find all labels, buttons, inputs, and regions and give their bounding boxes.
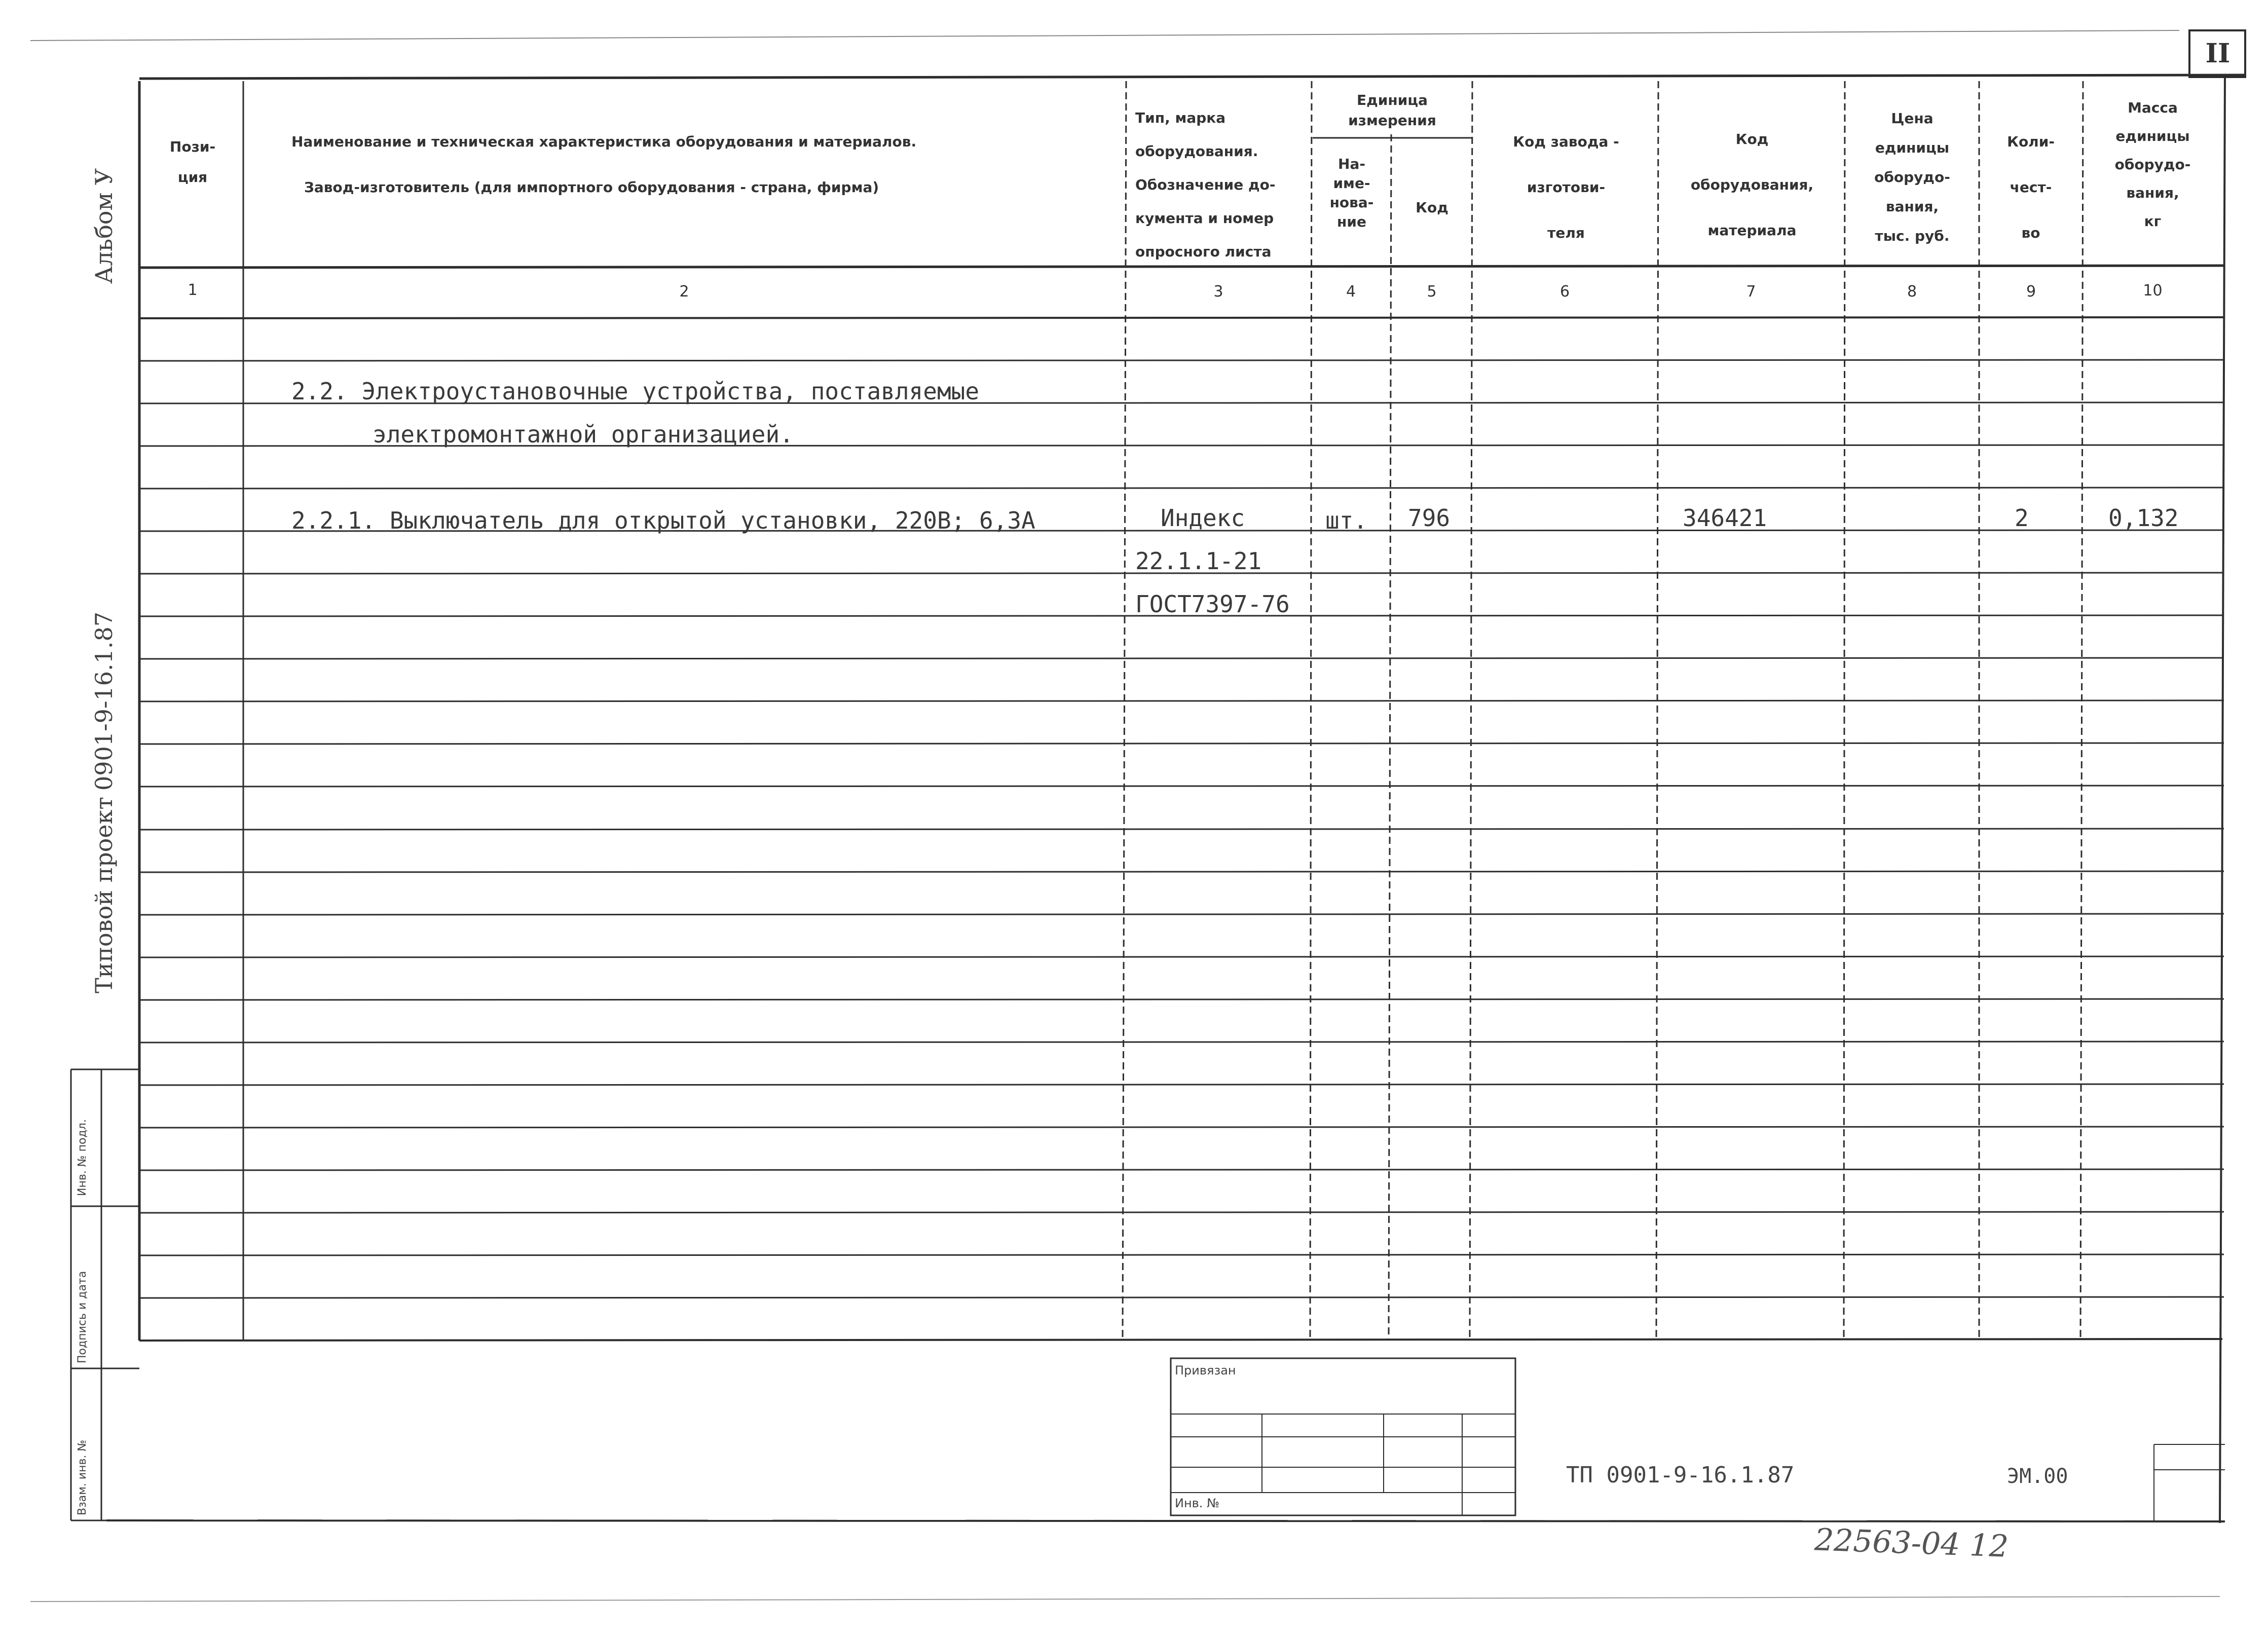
header-mass: Масса единицы оборудо- вания, кг	[2114, 99, 2191, 230]
item-quantity: 2	[2015, 504, 2029, 532]
table-row-line	[139, 658, 2224, 659]
table-row-line	[139, 914, 2224, 915]
album-label: Альбом У	[90, 168, 118, 284]
project-code-vertical: 0901-9-16.1.87	[90, 612, 118, 791]
column-number: 6	[1559, 283, 1570, 301]
table-row-line	[139, 360, 2224, 361]
column-number: 10	[2143, 282, 2163, 300]
header-name: Наименование и техническая характеристика оборудования и материалов. Завод-изготовитель (для импортного оборудования - страна, фирма)	[291, 133, 917, 196]
table-row-line	[139, 1084, 2224, 1085]
project-label: Типовой проект	[90, 797, 118, 993]
table-row-line	[139, 700, 2224, 701]
item-equipment-code: 346421	[1683, 504, 1767, 532]
stamp-inv-orig: Инв. № подл.	[76, 1119, 89, 1196]
header-quantity: Коли- чест- во	[2007, 133, 2055, 241]
table-row-line	[139, 1169, 2224, 1170]
header-unit-name: На- име- нова- ние	[1329, 156, 1374, 230]
header-factory-code: Код завода - изготови- теля	[1513, 133, 1619, 241]
header-position: Пози- ция	[169, 138, 216, 185]
item-unit: шт.	[1325, 507, 1368, 534]
header-unit-code: Код	[1416, 199, 1448, 216]
table-row-line	[139, 1254, 2224, 1255]
stamp-sign-date: Подпись и дата	[76, 1271, 89, 1363]
handwritten-number: 22563-04 12	[1813, 1522, 2010, 1565]
column-number: 8	[1907, 283, 1917, 301]
item-unit-code: 796	[1408, 504, 1451, 532]
document-suffix: ЭМ.00	[2007, 1465, 2068, 1488]
stamp-inv-dup: Взам. инв. №	[76, 1439, 89, 1515]
table-row-line	[139, 1297, 2224, 1298]
column-number: 4	[1346, 283, 1356, 301]
inv-label: Инв. №	[1175, 1496, 1220, 1510]
column-number: 7	[1746, 283, 1756, 301]
header-price: Цена единицы оборудо- вания, тыс. руб.	[1874, 110, 1950, 244]
table-row-line	[139, 956, 2224, 957]
column-number: 2	[679, 283, 689, 301]
table-row-line	[139, 1042, 2224, 1043]
table-row-line	[139, 999, 2224, 1000]
item-mass: 0,132	[2108, 504, 2179, 532]
table-row-line	[139, 786, 2224, 787]
section-title-cont: электромонтажной организацией.	[373, 421, 794, 448]
document-code: ТП 0901-9-16.1.87	[1566, 1462, 1795, 1488]
table-row-line	[139, 488, 2224, 489]
table-row-line	[139, 743, 2224, 744]
table-row-line	[139, 1212, 2224, 1213]
item-type-line3: ГОСТ7397-76	[1135, 590, 1290, 618]
column-number: 1	[188, 281, 198, 299]
approval-label: Привязан	[1175, 1363, 1236, 1378]
sheet-number: II	[2205, 38, 2230, 69]
item-type-line2: 22.1.1-21	[1135, 547, 1262, 575]
table-row-line	[139, 829, 2224, 830]
column-number: 9	[2026, 283, 2036, 301]
column-number: 3	[1213, 283, 1223, 301]
item-name: 2.2.1. Выключатель для открытой установки, 220В; 6,3А	[291, 507, 1035, 534]
header-unit-group: Единица измерения	[1348, 92, 1436, 129]
item-type: Индекс	[1161, 504, 1245, 532]
table-row-line	[139, 1127, 2224, 1128]
header-equipment-code: Код оборудования, материала	[1690, 131, 1814, 239]
column-number: 5	[1427, 283, 1437, 301]
header-type: Тип, марка оборудования. Обозначение до- кумента и номер опросного листа	[1135, 109, 1276, 260]
table-row-line	[139, 871, 2224, 872]
section-title: 2.2. Электроустановочные устройства, поставляемые	[291, 378, 980, 405]
